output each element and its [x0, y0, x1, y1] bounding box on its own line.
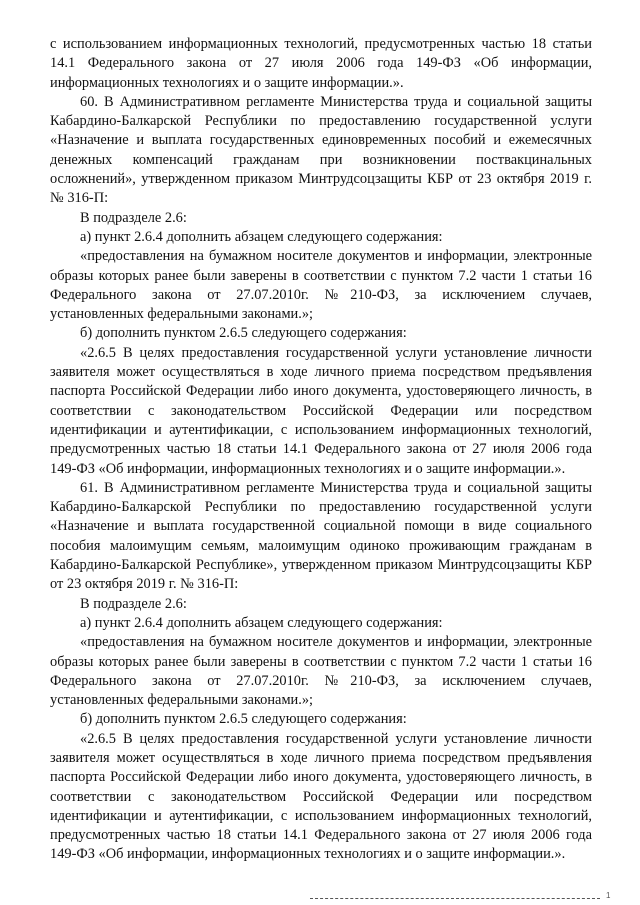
paragraph-item-60: 60. В Административном регламенте Министерства труда и социальной защиты Кабардино-Балкарской Республики по предоставлению государственной услуги «Назначение и выплата государственных единовременных пособий и ежемесячных денежных компенсаций гражданам при возникновении поствакцинальных осложнений», утвержденном приказом Минтрудсоцзащиты КБР от 23 октября 2019 г. № 316-П: — [50, 93, 592, 207]
document-body — [50, 35, 592, 865]
paragraph-point-b: б) дополнить пунктом 2.6.5 следующего содержания: — [80, 711, 407, 728]
paragraph-subsection-heading: В подразделе 2.6: — [80, 595, 187, 612]
page-mark: 1 — [606, 891, 611, 900]
paragraph-point-a: а) пункт 2.6.4 дополнить абзацем следующего содержания: — [80, 614, 443, 631]
paragraph-point-a: а) пункт 2.6.4 дополнить абзацем следующего содержания: — [80, 228, 443, 245]
paragraph-quote: «2.6.5 В целях предоставления государственной услуги установление личности заявителя может осуществляться в ходе личного приема посредством предъявления паспорта Российской Федерации либо иного документа, удостоверяющего личность, в соответствии с законодательством Российской Федерации или посредством идентификации и аутентификации, с использованием информационных технологий, предусмотренных частью 18 статьи 14.1 Федерального закона от 27 июля 2006 года 149-ФЗ «Об информации, информационных технологиях и о защите информации.». — [50, 344, 592, 477]
paragraph-continuation: с использованием информационных технологий, предусмотренных частью 18 статьи 14.1 Федерального закона от 27 июля 2006 года 149-ФЗ «Об информации, информационных технологиях и о защите информации.». — [50, 36, 592, 91]
paragraph-item-61: 61. В Административном регламенте Министерства труда и социальной защиты Кабардино-Балкарской Республики по предоставлению государственной услуги «Назначение и выплата государственной социальной помощи в виде социального пособия малоимущим семьям, малоимущим одиноко проживающим гражданам в Кабардино-Балкарской Республике», утвержденном приказом Минтрудсоцзащиты КБР от 23 октября 2019 г. № 316-П: — [50, 479, 592, 593]
paragraph-quote: «2.6.5 В целях предоставления государственной услуги установление личности заявителя может осуществляться в ходе личного приема посредством предъявления паспорта Российской Федерации либо иного документа, удостоверяющего личность, в соответствии с законодательством Российской Федерации или посредством идентификации и аутентификации, с использованием информационных технологий, предусмотренных частью 18 статьи 14.1 Федерального закона от 27 июля 2006 года 149-ФЗ «Об информации, информационных технологиях и о защите информации.». — [50, 730, 592, 863]
paragraph-point-b: б) дополнить пунктом 2.6.5 следующего содержания: — [80, 325, 407, 342]
footer-rule — [310, 898, 600, 899]
paragraph-quote: «предоставления на бумажном носителе документов и информации, электронные образы которых ранее были заверены в соответствии с пунктом 7.2 части 1 статьи 16 Федерального закона от 27.07.2010г. №210-ФЗ, за исключением случаев, установленных федеральными законами.»; — [50, 634, 592, 709]
paragraph-subsection-heading: В подразделе 2.6: — [80, 209, 187, 226]
paragraph-quote: «предоставления на бумажном носителе документов и информации, электронные образы которых ранее были заверены в соответствии с пунктом 7.2 части 1 статьи 16 Федерального закона от 27.07.2010г. №210-ФЗ, за исключением случаев, установленных федеральными законами.»; — [50, 248, 592, 323]
